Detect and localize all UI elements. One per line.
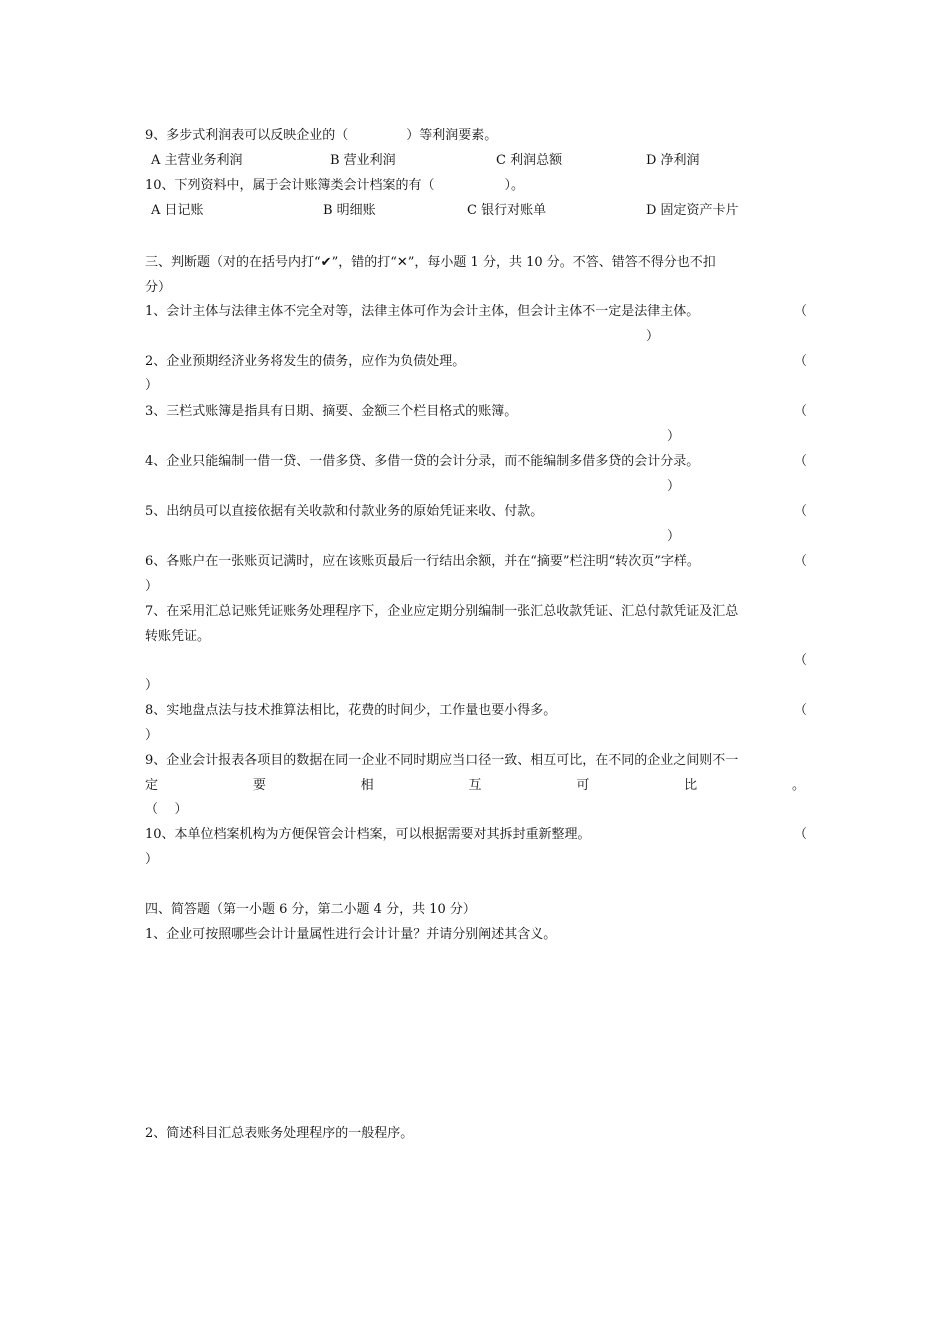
judge-heading-part: ”，每小题 1 分，共 10 分。不答、错答不得分也不扣 xyxy=(407,255,716,270)
answer-paren-open[interactable]: （ xyxy=(794,827,808,842)
mc-q10-option-b[interactable]: B 明细账 xyxy=(323,203,376,218)
answer-paren-close: ） xyxy=(145,579,159,594)
answer-paren-open[interactable]: （ xyxy=(794,404,808,419)
short-answer-heading: 四、简答题（第一小题 6 分，第二小题 4 分，共 10 分） xyxy=(145,902,476,917)
judge-q3-text: 3、三栏式账簿是指具有日期、摘要、金额三个栏目格式的账簿。 xyxy=(145,404,518,419)
answer-paren-open[interactable]: （ xyxy=(794,703,808,718)
judge-q4-text: 4、企业只能编制一借一贷、一借多贷、多借一贷的会计分录，而不能编制多借多贷的会计分录。 xyxy=(145,454,700,469)
mc-q10-option-c[interactable]: C 银行对账单 xyxy=(467,203,547,218)
judge-q8-text: 8、实地盘点法与技术推算法相比，花费的时间少，工作量也要小得多。 xyxy=(145,703,557,718)
judge-q9-text: 9、企业会计报表各项目的数据在同一企业不同时期应当口径一致、相互可比，在不同的企业之间则不一 xyxy=(145,753,739,768)
judge-q10-text: 10、本单位档案机构为方便保管会计档案，可以根据需要对其拆封重新整理。 xyxy=(145,827,591,842)
answer-paren-close: ） xyxy=(145,378,159,393)
judge-q6-text: 6、各账户在一张账页记满时，应在该账页最后一行结出余额，并在“摘要”栏注明“转次页”字样。 xyxy=(145,554,700,569)
answer-paren-close: ） xyxy=(667,479,681,494)
answer-paren-close: ） xyxy=(667,529,681,544)
mc-q9-option-c[interactable]: C 利润总额 xyxy=(496,153,563,168)
q9-char: 比 xyxy=(684,778,698,793)
q9-char: 互 xyxy=(468,778,482,793)
judge-q9-text-cont xyxy=(145,777,805,795)
answer-paren-close: ） xyxy=(667,429,681,444)
judge-q2-text: 2、企业预期经济业务将发生的债务，应作为负债处理。 xyxy=(145,354,466,369)
cross-mark-icon: ✕ xyxy=(396,255,408,270)
mc-q10-stem-start: 10、下列资料中，属于会计账簿类会计档案的有（ xyxy=(145,178,435,193)
mc-q9-stem xyxy=(145,127,497,145)
answer-paren-open[interactable]: （ xyxy=(794,454,808,469)
answer-paren-open[interactable]: （ xyxy=(794,304,808,319)
short-q1-answer-area[interactable] xyxy=(145,950,805,1110)
judge-heading-cont: 分） xyxy=(145,280,172,295)
q9-char: 相 xyxy=(360,778,374,793)
q9-char: 可 xyxy=(576,778,590,793)
judge-q5-text: 5、出纳员可以直接依据有关收款和付款业务的原始凭证来收、付款。 xyxy=(145,504,544,519)
answer-paren[interactable]: （ ） xyxy=(145,802,188,817)
judge-q7-text: 7、在采用汇总记账凭证账务处理程序下，企业应定期分别编制一张汇总收款凭证、汇总付款凭证及汇总 xyxy=(145,604,739,619)
mc-q10-option-d[interactable]: D 固定资产卡片 xyxy=(646,203,739,218)
judge-q7-text-cont: 转账凭证。 xyxy=(145,629,211,644)
mc-q10-option-a[interactable]: A 日记账 xyxy=(151,203,204,218)
mc-q9-option-a[interactable]: A 主营业务利润 xyxy=(151,153,243,168)
judge-q1-text: 1、会计主体与法律主体不完全对等，法律主体可作为会计主体，但会计主体不一定是法律主体。 xyxy=(145,304,700,319)
mc-q10-stem xyxy=(145,177,524,195)
mc-q9-option-b[interactable]: B 营业利润 xyxy=(330,153,396,168)
mc-q9-stem-start: 9、多步式利润表可以反映企业的（ xyxy=(145,128,349,143)
q9-char: 。 xyxy=(791,778,805,793)
answer-paren-open[interactable]: （ xyxy=(794,504,808,519)
check-mark-icon: ✔ xyxy=(320,255,332,270)
answer-paren-open[interactable]: （ xyxy=(794,554,808,569)
q9-char: 定 xyxy=(145,778,159,793)
short-q2-answer-area[interactable] xyxy=(145,1150,805,1310)
judge-heading-part: 三、判断题（对的在括号内打“ xyxy=(145,255,321,270)
short-q1-text: 1、企业可按照哪些会计计量属性进行会计计量？并请分别阐述其含义。 xyxy=(145,927,557,942)
short-q2-text: 2、简述科目汇总表账务处理程序的一般程序。 xyxy=(145,1126,414,1141)
answer-paren-close: ） xyxy=(145,678,159,693)
answer-paren-open[interactable]: （ xyxy=(794,354,808,369)
mc-q9-option-d[interactable]: D 净利润 xyxy=(646,153,700,168)
judge-heading-part: ”，错的打“ xyxy=(331,255,397,270)
answer-paren-open[interactable]: （ xyxy=(794,653,808,668)
mc-q9-stem-end: ）等利润要素。 xyxy=(406,128,498,143)
answer-paren-close: ） xyxy=(646,329,660,344)
answer-paren-close: ） xyxy=(145,852,159,867)
answer-paren-close: ） xyxy=(145,728,159,743)
judge-heading xyxy=(145,254,716,272)
q9-char: 要 xyxy=(252,778,266,793)
mc-q10-stem-end: ）。 xyxy=(504,178,525,193)
